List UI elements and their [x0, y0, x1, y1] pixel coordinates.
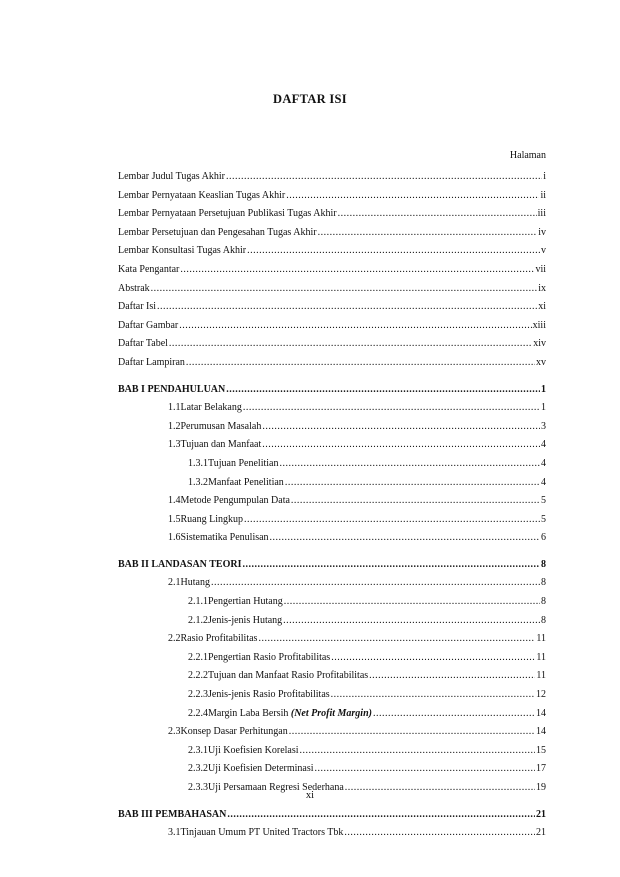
toc-entry[interactable] — [118, 280, 546, 299]
section-label: Tujuan dan Manfaat — [180, 439, 262, 451]
toc-subsection[interactable] — [118, 667, 546, 686]
subsection-number: 2.2.2 — [188, 670, 208, 682]
toc-entry-page: ix — [538, 282, 546, 294]
subsection-label-text: Margin Laba Bersih — [208, 707, 289, 719]
chapter-label: BAB III PEMBAHASAN — [118, 808, 227, 820]
leader-dots — [284, 593, 540, 612]
leader-dots — [344, 824, 535, 843]
section-number: 1.5 — [168, 513, 181, 525]
leader-dots — [291, 492, 540, 511]
toc-entry[interactable] — [118, 168, 546, 187]
subsection-label: Tujuan dan Manfaat Rasio Profitabilitas — [208, 670, 369, 682]
toc-entry-page: iii — [537, 208, 546, 220]
subsection-label: Uji Koefisien Determinasi — [208, 763, 314, 775]
leader-dots — [331, 649, 535, 668]
toc-entry-label: Lembar Pernyataan Keaslian Tugas Akhir — [118, 189, 286, 201]
section-number: 2.1 — [168, 577, 181, 589]
section-page: 11 — [536, 633, 546, 645]
leader-dots — [331, 686, 535, 705]
toc-entry-label: Daftar Gambar — [118, 319, 179, 331]
toc-section[interactable] — [118, 511, 546, 530]
toc-entry-page: iv — [538, 226, 546, 238]
leader-dots — [179, 317, 531, 336]
toc-subsection[interactable] — [118, 760, 546, 779]
leader-dots — [289, 723, 535, 742]
toc-entry-page: xi — [538, 301, 546, 313]
chapter-label: BAB II LANDASAN TEORI — [118, 558, 242, 570]
section-page: 21 — [536, 827, 546, 839]
toc-subsection[interactable] — [118, 474, 546, 493]
section-label: Latar Belakang — [180, 402, 242, 414]
toc-subsection[interactable] — [118, 612, 546, 631]
toc-entry-label: Lembar Pernyataan Persetujuan Publikasi Tugas Akhir — [118, 208, 337, 220]
section-label: Konsep Dasar Perhitungan — [180, 726, 288, 738]
subsection-label — [208, 705, 372, 724]
subsection-page: 19 — [536, 782, 546, 793]
leader-dots — [338, 205, 537, 224]
subsection-number: 2.3.3 — [188, 782, 208, 793]
leader-dots — [300, 742, 535, 761]
toc-entry[interactable] — [118, 354, 546, 373]
subsection-page: 17 — [536, 763, 546, 775]
subsection-number: 1.3.1 — [188, 457, 208, 469]
leader-dots — [186, 354, 535, 373]
toc-entry-page: vii — [535, 263, 546, 275]
chapter-page: 21 — [536, 808, 546, 820]
toc-entry-label: Lembar Persetujuan dan Pengesahan Tugas Akhir — [118, 226, 317, 238]
toc-chapter-bab-1[interactable] — [118, 381, 546, 400]
subsection-number: 2.3.2 — [188, 763, 208, 775]
toc-entry-label: Lembar Konsultasi Tugas Akhir — [118, 245, 247, 257]
leader-dots — [247, 242, 540, 261]
leader-dots — [373, 705, 535, 724]
subsection-label: Tujuan Penelitian — [208, 457, 279, 469]
subsection-page: 11 — [536, 651, 546, 663]
toc-entry-label: Daftar Isi — [118, 301, 157, 313]
toc-chapter-bab-3[interactable] — [118, 806, 546, 825]
section-page: 8 — [541, 577, 546, 589]
section-label: Hutang — [180, 577, 210, 589]
section-number: 1.1 — [168, 402, 181, 414]
section-label: Metode Pengumpulan Data — [180, 495, 290, 507]
toc-section[interactable] — [118, 824, 546, 843]
page-title: DAFTAR ISI — [273, 92, 347, 106]
leader-dots — [285, 474, 540, 493]
toc-subsection[interactable] — [118, 455, 546, 474]
leader-dots — [180, 261, 534, 280]
subsection-label: Uji Persamaan Regresi Sederhana — [208, 782, 344, 793]
toc-section[interactable] — [118, 399, 546, 418]
toc-entry[interactable] — [118, 335, 546, 354]
subsection-page: 4 — [541, 457, 546, 469]
toc-section[interactable] — [118, 630, 546, 649]
page-column-header: Halaman — [509, 150, 546, 161]
toc-subsection[interactable] — [118, 686, 546, 705]
subsection-label: Manfaat Penelitian — [208, 476, 284, 488]
leader-dots — [318, 224, 538, 243]
subsection-label-italic: (Net Profit Margin) — [290, 707, 372, 719]
section-label: Rasio Profitabilitas — [180, 633, 258, 645]
leader-dots — [244, 511, 540, 530]
leader-dots — [169, 335, 532, 354]
toc-subsection[interactable] — [118, 742, 546, 761]
toc-section[interactable] — [118, 436, 546, 455]
toc-entry-label: Daftar Lampiran — [118, 356, 185, 368]
section-number: 1.3 — [168, 439, 181, 451]
toc-entry-page: xv — [536, 356, 546, 368]
section-label: Ruang Lingkup — [180, 513, 243, 525]
subsection-label: Jenis-jenis Hutang — [208, 614, 283, 626]
toc-section[interactable] — [118, 723, 546, 742]
subsection-number: 2.2.3 — [188, 689, 208, 701]
leader-dots — [151, 280, 538, 299]
leader-dots — [211, 574, 540, 593]
section-page: 4 — [541, 439, 546, 451]
subsection-page: 15 — [536, 744, 546, 756]
toc-entry-page: ii — [540, 189, 546, 201]
section-page: 1 — [541, 402, 546, 414]
toc-section[interactable] — [118, 418, 546, 437]
leader-dots — [258, 630, 535, 649]
subsection-page: 8 — [541, 614, 546, 626]
leader-dots — [262, 418, 540, 437]
leader-dots — [243, 399, 540, 418]
section-label: Sistematika Penulisan — [180, 532, 269, 544]
leader-dots — [286, 187, 539, 206]
toc-entry-label: Kata Pengantar — [118, 263, 180, 275]
section-number: 1.2 — [168, 420, 181, 432]
subsection-number: 2.2.4 — [188, 707, 208, 719]
toc-entry-page: i — [543, 171, 546, 182]
section-number: 2.3 — [168, 726, 181, 738]
section-number: 3.1 — [168, 827, 181, 839]
subsection-label: Uji Koefisien Korelasi — [208, 744, 299, 756]
toc-entry-label: Abstrak — [118, 282, 150, 294]
toc-entry[interactable] — [118, 242, 546, 261]
toc-subsection[interactable] — [118, 649, 546, 668]
chapter-label: BAB I PENDAHULUAN — [118, 383, 226, 395]
subsection-number: 2.3.1 — [188, 744, 208, 756]
toc-entry[interactable] — [118, 224, 546, 243]
toc-entry[interactable] — [118, 261, 546, 280]
subsection-page: 14 — [536, 707, 546, 719]
subsection-number: 2.1.1 — [188, 596, 208, 608]
toc-entry-page: xiv — [533, 338, 546, 350]
toc-subsection[interactable] — [118, 593, 546, 612]
toc-entry[interactable] — [118, 298, 546, 317]
toc-entry-label: Daftar Tabel — [118, 338, 168, 350]
section-label: Perumusan Masalah — [180, 420, 262, 432]
page-number-footer: xi — [305, 790, 315, 801]
toc-section[interactable] — [118, 492, 546, 511]
subsection-label: Pengertian Rasio Profitabilitas — [208, 651, 331, 663]
subsection-page: 4 — [541, 476, 546, 488]
toc-entry[interactable] — [118, 205, 546, 224]
subsection-page: 12 — [536, 689, 546, 701]
leader-dots — [369, 667, 535, 686]
subsection-label: Jenis-jenis Rasio Profitabilitas — [208, 689, 330, 701]
leader-dots — [279, 455, 540, 474]
leader-dots — [262, 436, 540, 455]
leader-dots — [270, 529, 540, 548]
subsection-label: Pengertian Hutang — [208, 596, 283, 608]
leader-dots — [226, 168, 542, 187]
subsection-page: 11 — [536, 670, 546, 682]
subsection-number: 2.2.1 — [188, 651, 208, 663]
leader-dots — [226, 381, 540, 400]
subsection-number: 2.1.2 — [188, 614, 208, 626]
leader-dots — [283, 612, 540, 631]
toc-entry-label: Lembar Judul Tugas Akhir — [118, 171, 225, 182]
chapter-page: 1 — [541, 383, 546, 395]
toc-section[interactable] — [118, 529, 546, 548]
toc-entry[interactable] — [118, 317, 546, 336]
toc-entry-page: v — [541, 245, 546, 257]
toc-subsection[interactable] — [118, 705, 546, 724]
section-number: 1.4 — [168, 495, 181, 507]
section-number: 1.6 — [168, 532, 181, 544]
subsection-number: 1.3.2 — [188, 476, 208, 488]
section-page: 6 — [541, 532, 546, 544]
section-page: 5 — [541, 495, 546, 507]
table-of-contents — [118, 168, 546, 843]
toc-chapter-bab-2[interactable] — [118, 556, 546, 575]
section-page: 5 — [541, 513, 546, 525]
section-number: 2.2 — [168, 633, 181, 645]
leader-dots — [315, 760, 535, 779]
section-page: 3 — [541, 420, 546, 432]
subsection-page: 8 — [541, 596, 546, 608]
leader-dots — [227, 806, 535, 825]
section-label: Tinjauan Umum PT United Tractors Tbk — [180, 827, 344, 839]
section-page: 14 — [536, 726, 546, 738]
toc-entry[interactable] — [118, 187, 546, 206]
toc-section[interactable] — [118, 574, 546, 593]
chapter-page: 8 — [541, 558, 546, 570]
leader-dots — [242, 556, 540, 575]
toc-entry-page: xiii — [532, 319, 546, 331]
leader-dots — [157, 298, 537, 317]
